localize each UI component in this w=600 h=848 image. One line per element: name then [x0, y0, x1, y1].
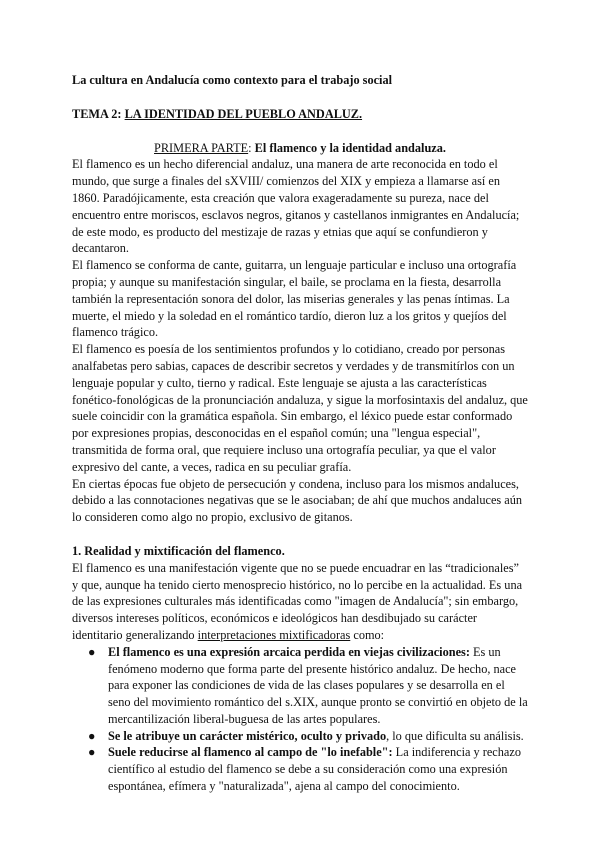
intro-underlined-term: interpretaciones mixtificadoras	[197, 627, 351, 642]
part-title: El flamenco y la identidad andaluza.	[254, 140, 446, 155]
section-heading: 1. Realidad y mixtificación del flamenco.	[72, 543, 285, 558]
list-item	[72, 744, 528, 794]
paragraph: El flamenco se conforma de cante, guitarra, un lenguaje particular e incluso una ortografía propia; y aunque su manifestación singular, el baile, se proclama en la fiesta, desarrolla también la representación sonora del dolor, las miserias generales y las penas íntimas. La muerte, el miedo y la soledad en el romántico tardío, dieron luz a los gritos y quejíos del flamenco trágico.	[72, 258, 517, 340]
topic-title: LA IDENTIDAD DEL PUEBLO ANDALUZ.	[124, 106, 363, 121]
part-separator: :	[248, 140, 255, 155]
intro-text-end: como:	[350, 627, 385, 642]
bullet-dot-icon: ●	[88, 644, 96, 659]
document-body	[72, 72, 528, 795]
list-item	[72, 644, 528, 728]
list-item-text: La indiferencia y rechazo científico al estudio del flamenco se debe a su consideración como una expresión espontánea, efímera y "naturalizada", ajena al campo del conocimiento.	[108, 745, 521, 794]
intro-text: El flamenco es una manifestación vigente que no se puede encuadrar en las “tradicionales” y que, aunque ha tenido cierto menosprecio histórico, no lo percibe en la actualidad. Es una de las expresiones culturales más identificadas como "imagen de Andalucía"; sin embargo, diversos intereses políticos, económicos e ideológicos han desdibujado su carácter identitario generalizando	[72, 560, 523, 642]
list-item-text: , lo que dificulta su análisis.	[386, 728, 524, 743]
bullet-dot-icon: ●	[88, 745, 96, 760]
paragraph: En ciertas épocas fue objeto de persecución y condena, incluso para los mismos andaluces, debido a las connotaciones negativas que se le asociaban; de ahí que muchos andaluces aún lo consideren como algo no propio, exclusivo de gitanos.	[72, 476, 523, 525]
list-item-text: Es un fenómeno moderno que forma parte del presente histórico andaluz. De hecho, nace para exponer las condiciones de vida de las clases populares y se desarrolla en el seno del movimiento romántico del s.XIX, aunque pronto se convirtió en objeto de la mercantilización liberal-buguesa de las artes populares.	[108, 644, 528, 726]
topic-heading	[72, 106, 528, 123]
list-item	[72, 728, 528, 745]
list-item-bold: El flamenco es una expresión arcaica perdida en viejas civilizaciones:	[108, 644, 470, 659]
part-heading	[72, 140, 528, 157]
list-item-bold: Se le atribuye un carácter mistérico, oculto y privado	[108, 728, 387, 743]
section-intro	[72, 560, 528, 644]
list-item-bold: Suele reducirse al flamenco al campo de "lo inefable":	[108, 745, 393, 760]
bullet-dot-icon: ●	[88, 728, 96, 743]
document-title: La cultura en Andalucía como contexto para el trabajo social	[72, 73, 393, 87]
part-label: PRIMERA PARTE	[154, 140, 249, 155]
topic-prefix: TEMA 2:	[72, 106, 125, 121]
paragraph: El flamenco es un hecho diferencial andaluz, una manera de arte reconocida en todo el mundo, que surge a finales del sXVIII/ comienzos del XIX y empieza a llamarse así en 1860. Paradójicamente, esta creación que valora exageradamente su pureza, nace del encuentro entre moriscos, esclavos negros, gitanos y castellanos inmigrantes en Andalucía; de este modo, es producto del mestizaje de razas y etnias que aquí se confundieron y decantaron.	[72, 157, 520, 256]
bullet-list	[72, 644, 528, 795]
paragraph: El flamenco es poesía de los sentimientos profundos y lo cotidiano, creado por personas analfabetas pero sabias, capaces de describir secretos y verdades y de transmitírlos con un lenguaje popular y culto, tierno y radical. Este lenguaje se ajusta a las características fonético-fonológicas de la pronunciación andaluza, y sigue la morfosintaxis del andaluz, que suele coincidir con la gramática española. Sin embargo, el léxico puede estar conformado por expresiones propias, desconocidas en el español común; una "lengua especial", transmitida de forma oral, que requiere incluso una ortografía peculiar, ya que el valor expresivo del cante, a veces, radica en su peculiar grafía.	[72, 342, 528, 474]
